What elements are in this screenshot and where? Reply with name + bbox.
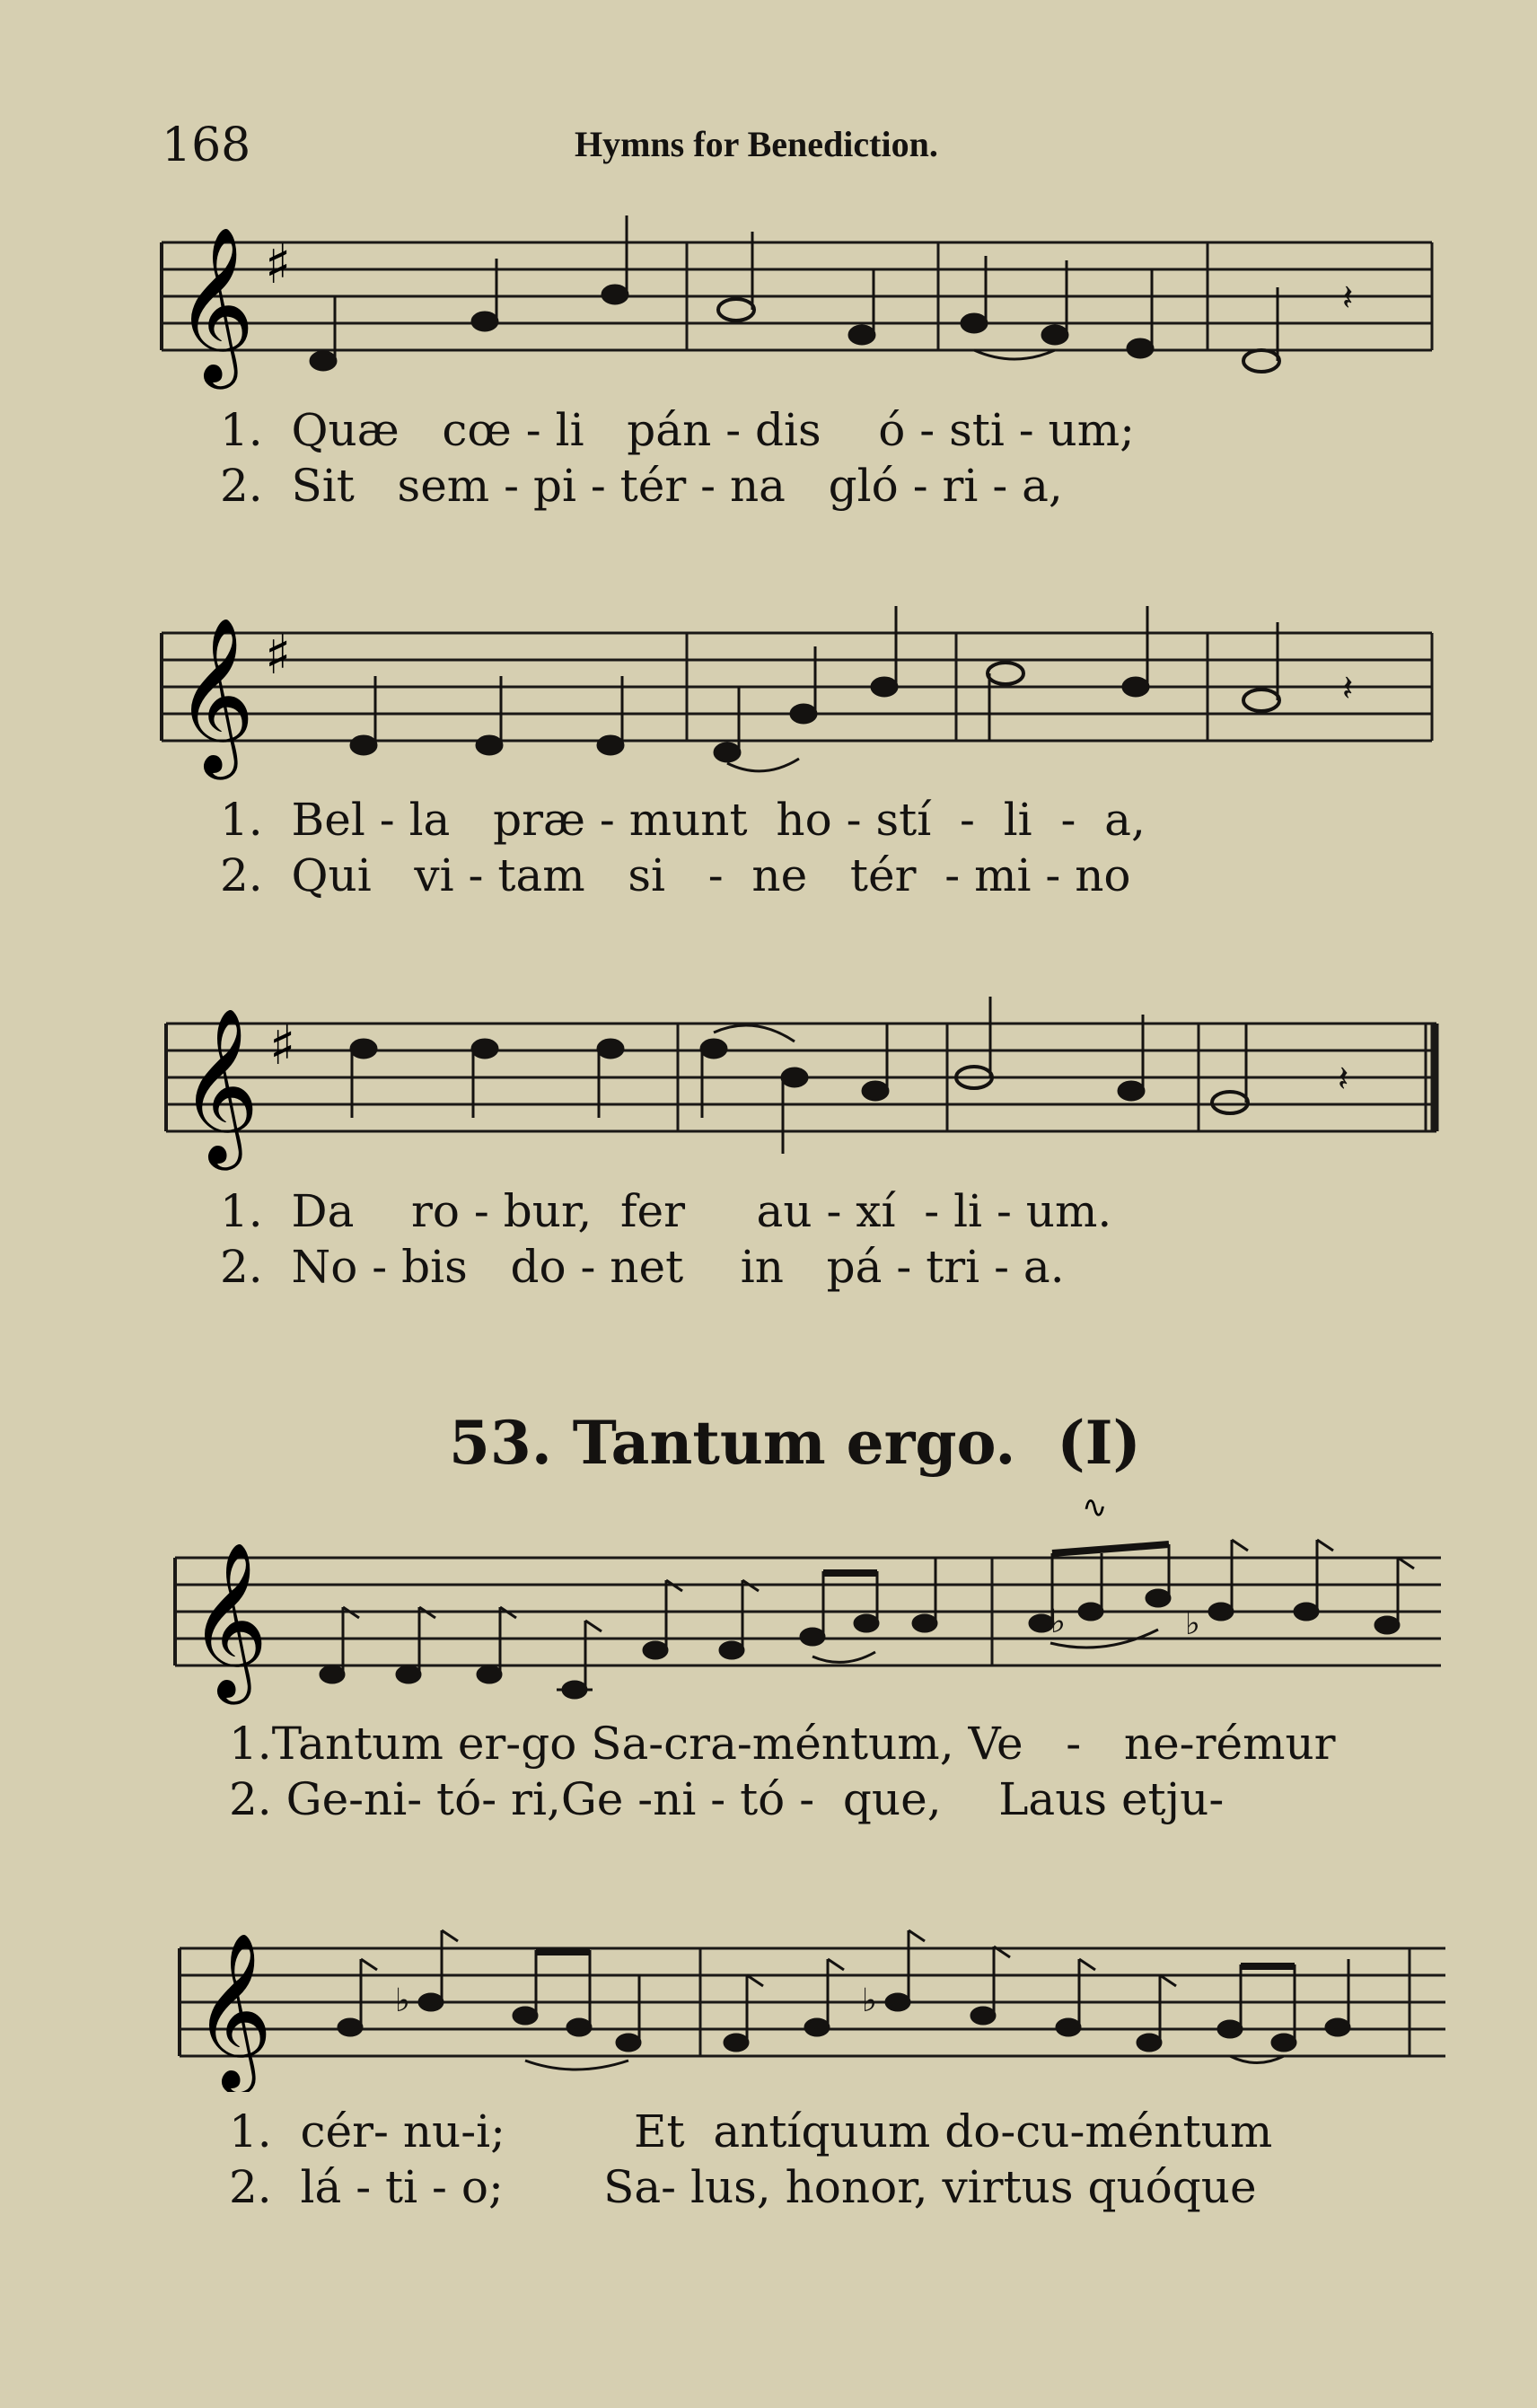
treble-clef-icon: 𝄞 xyxy=(189,1542,268,1698)
running-head: Hymns for Benediction. xyxy=(575,124,938,164)
lyric-line-3-verse-1: 1. Da ro - bur, fer au - xí - li - um. xyxy=(220,1185,1112,1237)
lyric-line-2-verse-2: 2. Qui vi - tam si - ne tér - mi - no xyxy=(220,849,1131,901)
rest-icon: 𝄽 xyxy=(1338,1059,1349,1100)
svg-text:♭: ♭ xyxy=(862,1982,877,2019)
lyric-line-5-verse-2: 2. lá - ti - o; Sa- lus, honor, virtus quóque xyxy=(229,2161,1257,2213)
lyric-line-1-verse-2: 2. Sit sem - pi - tér - na gló - ri - a, xyxy=(220,460,1063,512)
music-staff-3 xyxy=(0,988,1537,1176)
treble-clef-icon: 𝄞 xyxy=(175,226,255,382)
lyric-line-5-verse-1: 1. cér- nu-i; Et antíquum do-cu-méntum xyxy=(229,2105,1273,2158)
lyric-line-4-verse-1: 1.Tantum er-go Sa-cra-méntum, Ve - ne-rémur xyxy=(229,1718,1336,1770)
hymn-variant: (I) xyxy=(1057,1408,1141,1478)
mordent-ornament-icon: ∿ xyxy=(1082,1490,1108,1525)
page-number: 168 xyxy=(162,119,251,172)
key-signature-sharp-icon: ♯ xyxy=(269,1015,296,1077)
hymn-title-text: 53. Tantum ergo. xyxy=(449,1408,1016,1478)
rest-icon: 𝄽 xyxy=(1342,668,1354,709)
music-staff-5 xyxy=(0,1885,1537,2092)
treble-clef-icon: 𝄞 xyxy=(175,617,255,773)
music-staff-1 xyxy=(0,207,1537,395)
treble-clef-icon: 𝄞 xyxy=(180,1007,259,1164)
music-staff-2 xyxy=(0,597,1537,786)
svg-text:♭: ♭ xyxy=(1050,1604,1066,1640)
music-staff-4 xyxy=(0,1490,1537,1715)
hymn-title xyxy=(449,1408,1141,1478)
lyric-line-1-verse-1: 1. Quæ cœ - li pán - dis ó - sti - um; xyxy=(220,404,1136,456)
lyric-line-3-verse-2: 2. No - bis do - net in pá - tri - a. xyxy=(220,1241,1065,1293)
rest-icon: 𝄽 xyxy=(1342,277,1354,319)
treble-clef-icon: 𝄞 xyxy=(193,1932,273,2088)
lyric-line-2-verse-1: 1. Bel - la præ - munt ho - stí - li - a, xyxy=(220,794,1146,846)
svg-text:♭: ♭ xyxy=(1185,1605,1200,1642)
key-signature-sharp-icon: ♯ xyxy=(265,233,292,296)
svg-text:♭: ♭ xyxy=(395,1982,410,2019)
key-signature-sharp-icon: ♯ xyxy=(265,624,292,687)
lyric-line-4-verse-2: 2. Ge-ni- tó- ri,Ge -ni - tó - que, Laus etju- xyxy=(229,1773,1225,1825)
